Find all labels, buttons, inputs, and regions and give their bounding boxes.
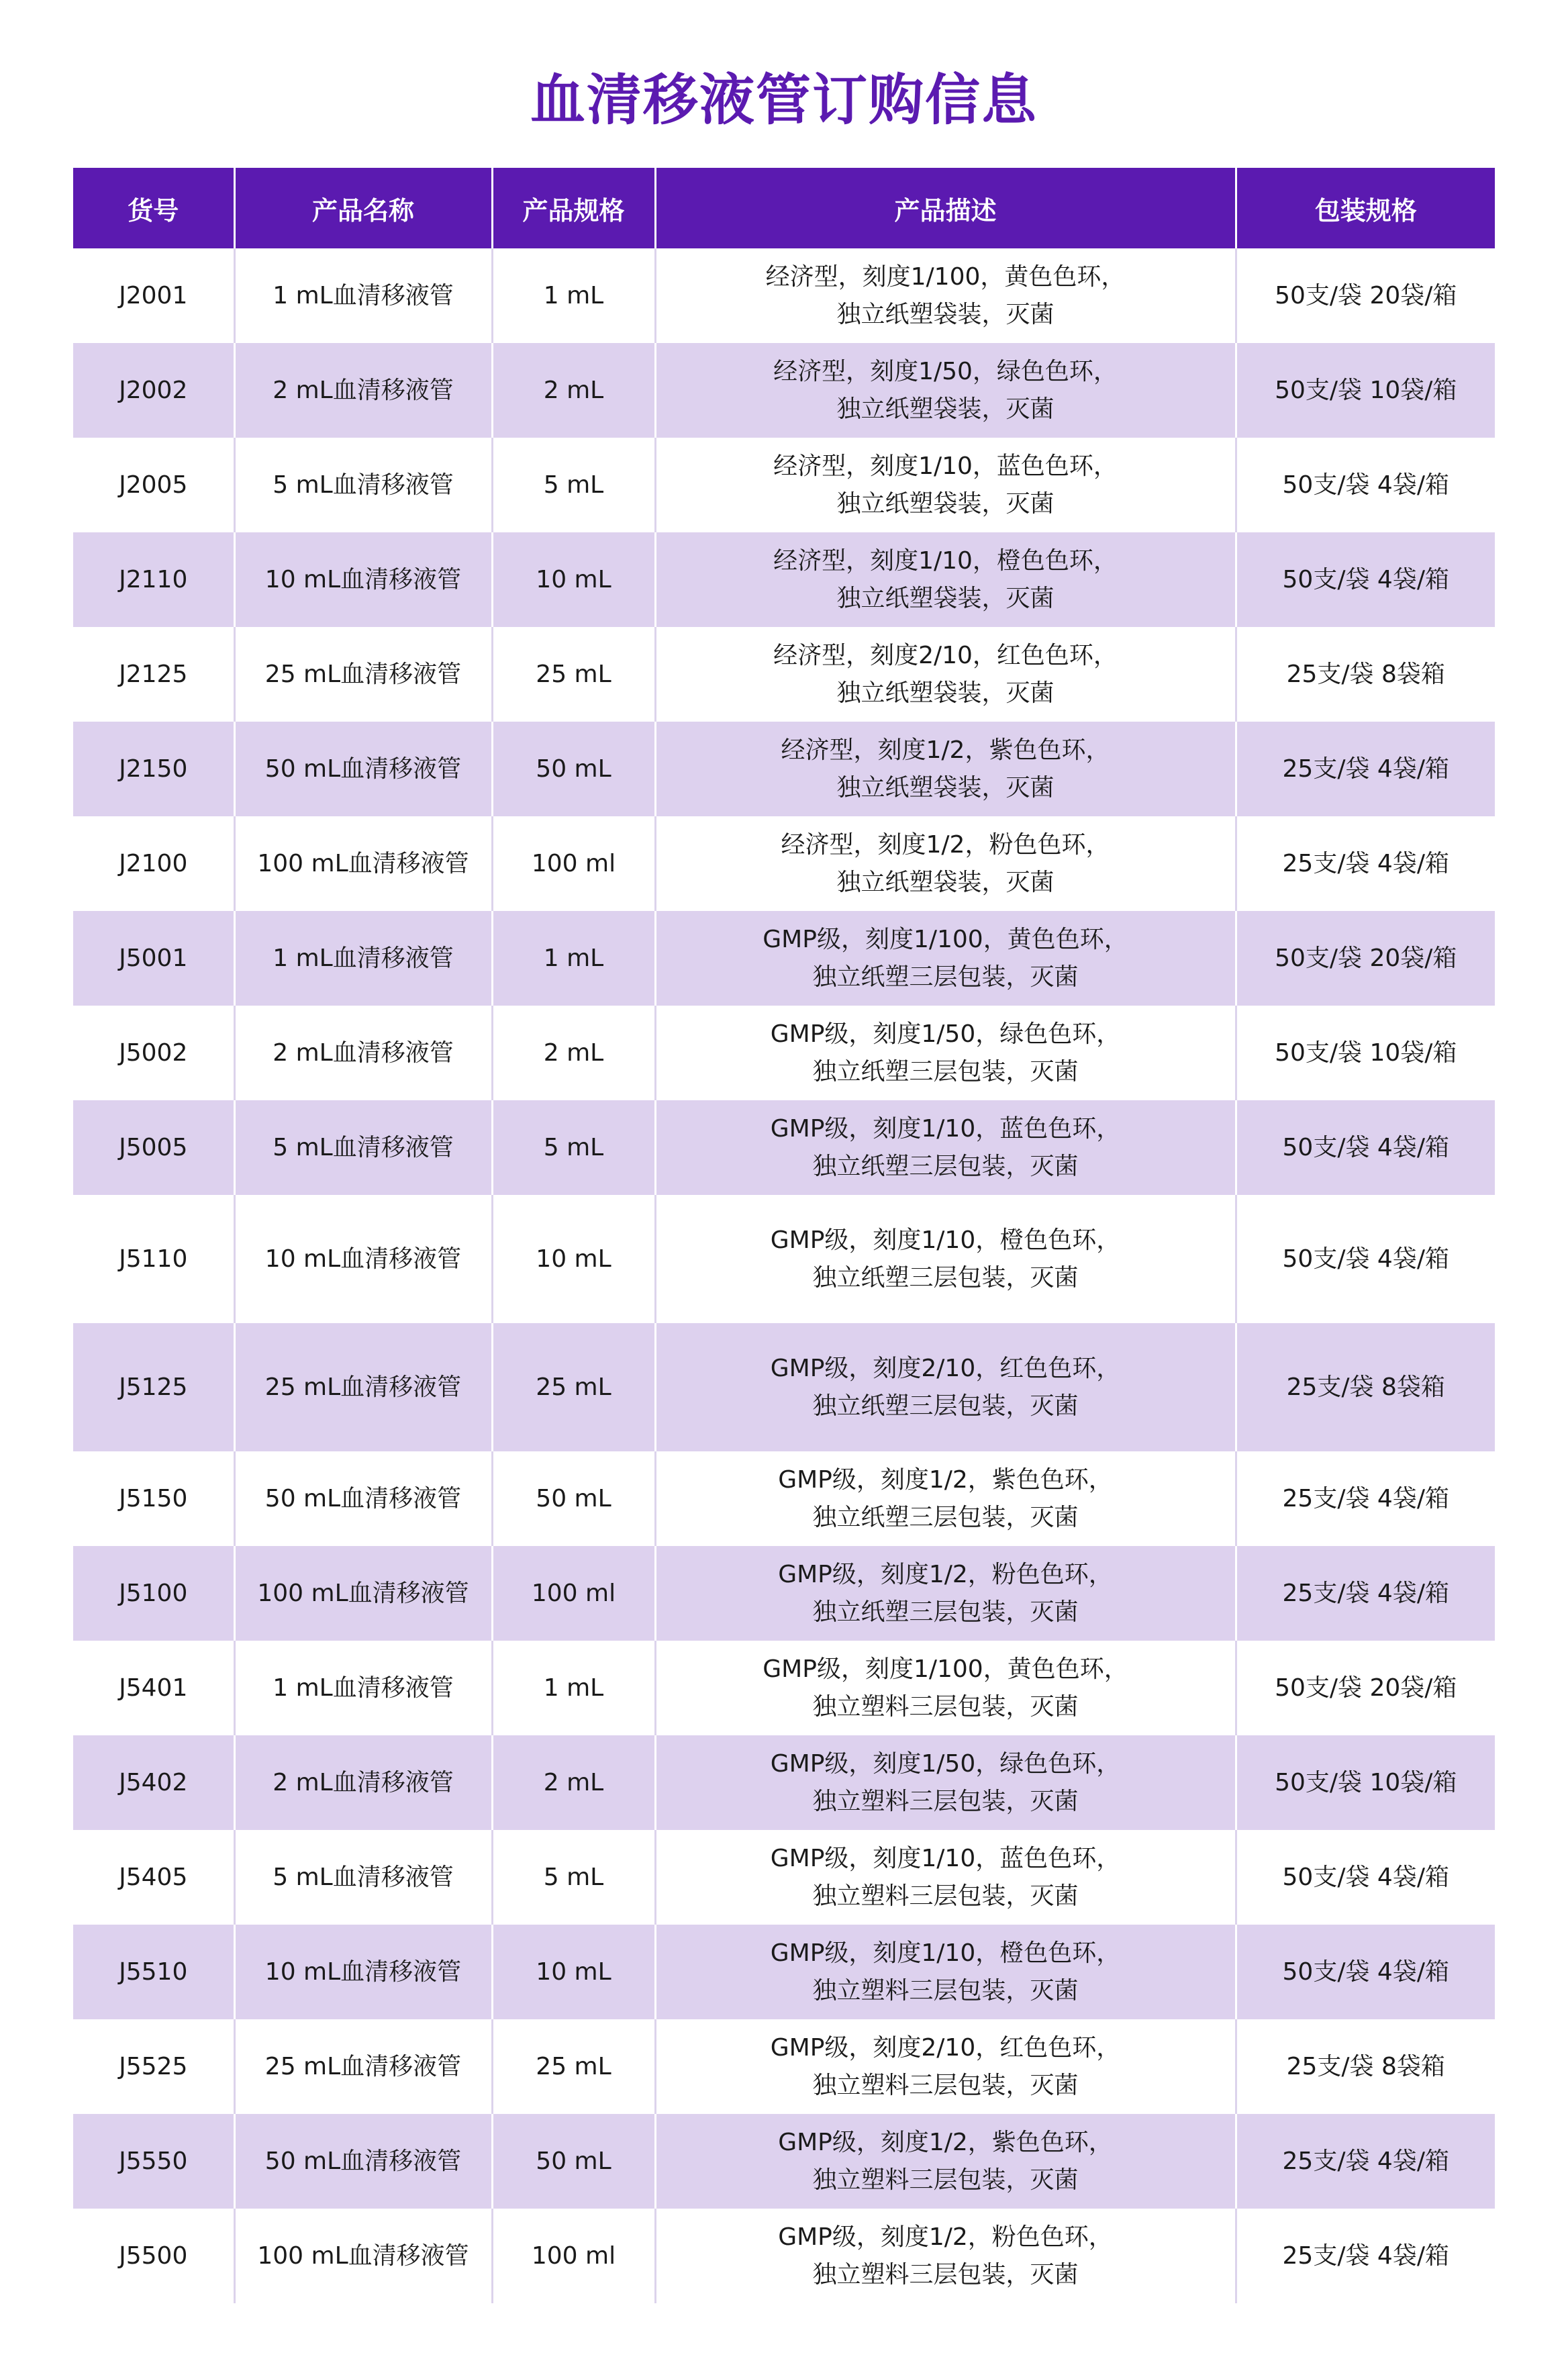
cell-desc bbox=[655, 1735, 1236, 1830]
desc-line-1: 经济型，刻度1/2，粉色色环， bbox=[781, 830, 1110, 859]
cell-name: 2 mL血清移液管 bbox=[234, 343, 492, 438]
cell-code: J5402 bbox=[73, 1735, 234, 1830]
cell-spec: 5 mL bbox=[492, 438, 655, 532]
table-row bbox=[73, 1735, 1495, 1830]
cell-pack: 50支/袋 4袋/箱 bbox=[1236, 532, 1495, 627]
header-desc: 产品描述 bbox=[655, 168, 1236, 248]
desc-line-2: 独立纸塑三层包装，灭菌 bbox=[812, 1057, 1079, 1086]
cell-spec: 25 mL bbox=[492, 1323, 655, 1451]
cell-pack: 50支/袋 20袋/箱 bbox=[1236, 1641, 1495, 1735]
cell-pack: 50支/袋 4袋/箱 bbox=[1236, 438, 1495, 532]
cell-desc bbox=[655, 2114, 1236, 2209]
table-row bbox=[73, 816, 1495, 911]
table-header-row bbox=[73, 168, 1495, 248]
cell-spec: 100 ml bbox=[492, 1546, 655, 1641]
cell-code: J2150 bbox=[73, 722, 234, 816]
cell-code: J2110 bbox=[73, 532, 234, 627]
cell-code: J5401 bbox=[73, 1641, 234, 1735]
cell-pack: 25支/袋 8袋箱 bbox=[1236, 627, 1495, 722]
desc-line-1: GMP级，刻度1/10，橙色色环， bbox=[770, 1226, 1121, 1254]
cell-code: J5001 bbox=[73, 911, 234, 1006]
cell-name: 5 mL血清移液管 bbox=[234, 1830, 492, 1925]
desc-line-2: 独立塑料三层包装，灭菌 bbox=[812, 1976, 1079, 2005]
desc-line-1: 经济型，刻度1/10，蓝色色环， bbox=[773, 452, 1118, 480]
desc-line-1: GMP级，刻度2/10，红色色环， bbox=[770, 1354, 1121, 1382]
desc-line-2: 独立纸塑袋装，灭菌 bbox=[836, 773, 1055, 802]
cell-code: J2005 bbox=[73, 438, 234, 532]
cell-desc bbox=[655, 722, 1236, 816]
desc-line-1: GMP级，刻度1/100，黄色色环， bbox=[763, 1655, 1128, 1683]
desc-line-2: 独立纸塑三层包装，灭菌 bbox=[812, 1598, 1079, 1626]
cell-code: J5100 bbox=[73, 1546, 234, 1641]
desc-line-2: 独立纸塑袋装，灭菌 bbox=[836, 868, 1055, 896]
desc-line-1: 经济型，刻度1/100，黄色色环， bbox=[765, 262, 1126, 291]
cell-spec: 2 mL bbox=[492, 1735, 655, 1830]
cell-code: J2002 bbox=[73, 343, 234, 438]
desc-line-2: 独立塑料三层包装，灭菌 bbox=[812, 1882, 1079, 1910]
cell-desc bbox=[655, 1195, 1236, 1323]
cell-spec: 10 mL bbox=[492, 1195, 655, 1323]
cell-pack: 50支/袋 10袋/箱 bbox=[1236, 343, 1495, 438]
desc-line-1: 经济型，刻度2/10，红色色环， bbox=[773, 641, 1118, 669]
cell-code: J2125 bbox=[73, 627, 234, 722]
desc-line-1: GMP级，刻度1/2，粉色色环， bbox=[778, 2223, 1113, 2251]
desc-line-1: GMP级，刻度1/10，橙色色环， bbox=[770, 1939, 1121, 1967]
header-pack: 包装规格 bbox=[1236, 168, 1495, 248]
cell-desc bbox=[655, 2019, 1236, 2114]
desc-line-2: 独立纸塑三层包装，灭菌 bbox=[812, 1263, 1079, 1292]
cell-name: 5 mL血清移液管 bbox=[234, 438, 492, 532]
desc-line-2: 独立纸塑袋装，灭菌 bbox=[836, 395, 1055, 423]
table-row bbox=[73, 343, 1495, 438]
header-name: 产品名称 bbox=[234, 168, 492, 248]
cell-pack: 50支/袋 4袋/箱 bbox=[1236, 1830, 1495, 1925]
cell-name: 10 mL血清移液管 bbox=[234, 532, 492, 627]
cell-pack: 50支/袋 20袋/箱 bbox=[1236, 911, 1495, 1006]
cell-desc bbox=[655, 1451, 1236, 1546]
desc-line-2: 独立纸塑袋装，灭菌 bbox=[836, 489, 1055, 518]
desc-line-2: 独立塑料三层包装，灭菌 bbox=[812, 2071, 1079, 2099]
cell-spec: 100 ml bbox=[492, 816, 655, 911]
desc-line-2: 独立塑料三层包装，灭菌 bbox=[812, 2260, 1079, 2288]
desc-line-1: GMP级，刻度1/10，蓝色色环， bbox=[770, 1114, 1121, 1143]
table-row bbox=[73, 1641, 1495, 1735]
desc-line-1: GMP级，刻度2/10，红色色环， bbox=[770, 2033, 1121, 2062]
cell-name: 2 mL血清移液管 bbox=[234, 1006, 492, 1100]
cell-spec: 2 mL bbox=[492, 1006, 655, 1100]
cell-code: J5550 bbox=[73, 2114, 234, 2209]
cell-spec: 100 ml bbox=[492, 2209, 655, 2303]
cell-name: 50 mL血清移液管 bbox=[234, 722, 492, 816]
cell-pack: 25支/袋 4袋/箱 bbox=[1236, 2209, 1495, 2303]
desc-line-2: 独立纸塑袋装，灭菌 bbox=[836, 584, 1055, 612]
cell-pack: 25支/袋 4袋/箱 bbox=[1236, 722, 1495, 816]
cell-code: J5500 bbox=[73, 2209, 234, 2303]
table-row bbox=[73, 1830, 1495, 1925]
cell-spec: 50 mL bbox=[492, 1451, 655, 1546]
cell-code: J5525 bbox=[73, 2019, 234, 2114]
cell-spec: 10 mL bbox=[492, 532, 655, 627]
table-row bbox=[73, 2019, 1495, 2114]
cell-name: 25 mL血清移液管 bbox=[234, 1323, 492, 1451]
cell-name: 50 mL血清移液管 bbox=[234, 2114, 492, 2209]
cell-code: J5405 bbox=[73, 1830, 234, 1925]
cell-desc bbox=[655, 1830, 1236, 1925]
desc-line-1: GMP级，刻度1/2，粉色色环， bbox=[778, 1560, 1113, 1588]
cell-pack: 50支/袋 4袋/箱 bbox=[1236, 1925, 1495, 2019]
cell-spec: 25 mL bbox=[492, 2019, 655, 2114]
desc-line-1: GMP级，刻度1/2，紫色色环， bbox=[778, 2128, 1113, 2156]
cell-pack: 50支/袋 4袋/箱 bbox=[1236, 1195, 1495, 1323]
desc-line-1: 经济型，刻度1/10，橙色色环， bbox=[773, 546, 1118, 575]
cell-name: 100 mL血清移液管 bbox=[234, 1546, 492, 1641]
desc-line-1: GMP级，刻度1/50，绿色色环， bbox=[770, 1749, 1121, 1778]
cell-code: J2100 bbox=[73, 816, 234, 911]
cell-pack: 25支/袋 4袋/箱 bbox=[1236, 1546, 1495, 1641]
table-row bbox=[73, 1100, 1495, 1195]
table-row bbox=[73, 722, 1495, 816]
cell-code: J5510 bbox=[73, 1925, 234, 2019]
cell-code: J5125 bbox=[73, 1323, 234, 1451]
cell-pack: 25支/袋 4袋/箱 bbox=[1236, 2114, 1495, 2209]
cell-spec: 5 mL bbox=[492, 1830, 655, 1925]
cell-spec: 5 mL bbox=[492, 1100, 655, 1195]
cell-desc bbox=[655, 1546, 1236, 1641]
table-row bbox=[73, 1195, 1495, 1323]
cell-name: 100 mL血清移液管 bbox=[234, 2209, 492, 2303]
cell-code: J5110 bbox=[73, 1195, 234, 1323]
cell-name: 1 mL血清移液管 bbox=[234, 1641, 492, 1735]
table-row bbox=[73, 911, 1495, 1006]
cell-spec: 2 mL bbox=[492, 343, 655, 438]
cell-desc bbox=[655, 627, 1236, 722]
cell-pack: 25支/袋 4袋/箱 bbox=[1236, 816, 1495, 911]
desc-line-2: 独立纸塑袋装，灭菌 bbox=[836, 300, 1055, 328]
cell-name: 25 mL血清移液管 bbox=[234, 2019, 492, 2114]
desc-line-2: 独立塑料三层包装，灭菌 bbox=[812, 1692, 1079, 1721]
table-row bbox=[73, 2209, 1495, 2303]
table-row bbox=[73, 438, 1495, 532]
cell-desc bbox=[655, 343, 1236, 438]
cell-pack: 25支/袋 8袋箱 bbox=[1236, 1323, 1495, 1451]
cell-desc bbox=[655, 1100, 1236, 1195]
cell-name: 50 mL血清移液管 bbox=[234, 1451, 492, 1546]
table-row bbox=[73, 1451, 1495, 1546]
table-row bbox=[73, 1006, 1495, 1100]
desc-line-1: 经济型，刻度1/2，紫色色环， bbox=[781, 736, 1110, 764]
order-table bbox=[73, 168, 1495, 2303]
table-row bbox=[73, 2114, 1495, 2209]
cell-pack: 50支/袋 10袋/箱 bbox=[1236, 1735, 1495, 1830]
table-row bbox=[73, 532, 1495, 627]
cell-pack: 50支/袋 4袋/箱 bbox=[1236, 1100, 1495, 1195]
desc-line-2: 独立纸塑三层包装，灭菌 bbox=[812, 1503, 1079, 1531]
cell-name: 1 mL血清移液管 bbox=[234, 248, 492, 343]
cell-desc bbox=[655, 248, 1236, 343]
desc-line-2: 独立纸塑袋装，灭菌 bbox=[836, 679, 1055, 707]
cell-code: J5005 bbox=[73, 1100, 234, 1195]
cell-desc bbox=[655, 532, 1236, 627]
cell-spec: 1 mL bbox=[492, 1641, 655, 1735]
cell-spec: 10 mL bbox=[492, 1925, 655, 2019]
cell-pack: 25支/袋 8袋箱 bbox=[1236, 2019, 1495, 2114]
desc-line-2: 独立塑料三层包装，灭菌 bbox=[812, 1787, 1079, 1815]
cell-name: 10 mL血清移液管 bbox=[234, 1195, 492, 1323]
cell-desc bbox=[655, 911, 1236, 1006]
table-row bbox=[73, 248, 1495, 343]
cell-code: J5002 bbox=[73, 1006, 234, 1100]
desc-line-2: 独立塑料三层包装，灭菌 bbox=[812, 2166, 1079, 2194]
cell-name: 100 mL血清移液管 bbox=[234, 816, 492, 911]
cell-spec: 1 mL bbox=[492, 248, 655, 343]
cell-pack: 50支/袋 10袋/箱 bbox=[1236, 1006, 1495, 1100]
desc-line-1: GMP级，刻度1/50，绿色色环， bbox=[770, 1020, 1121, 1048]
table-row bbox=[73, 1546, 1495, 1641]
cell-desc bbox=[655, 438, 1236, 532]
desc-line-2: 独立纸塑三层包装，灭菌 bbox=[812, 963, 1079, 991]
cell-code: J2001 bbox=[73, 248, 234, 343]
cell-spec: 1 mL bbox=[492, 911, 655, 1006]
table-row bbox=[73, 1925, 1495, 2019]
cell-pack: 25支/袋 4袋/箱 bbox=[1236, 1451, 1495, 1546]
cell-name: 10 mL血清移液管 bbox=[234, 1925, 492, 2019]
cell-code: J5150 bbox=[73, 1451, 234, 1546]
cell-name: 5 mL血清移液管 bbox=[234, 1100, 492, 1195]
desc-line-2: 独立纸塑三层包装，灭菌 bbox=[812, 1152, 1079, 1180]
header-spec: 产品规格 bbox=[492, 168, 655, 248]
cell-name: 2 mL血清移液管 bbox=[234, 1735, 492, 1830]
table-row bbox=[73, 1323, 1495, 1451]
cell-desc bbox=[655, 1323, 1236, 1451]
table-row bbox=[73, 627, 1495, 722]
desc-line-1: GMP级，刻度1/10，蓝色色环， bbox=[770, 1844, 1121, 1872]
cell-name: 1 mL血清移液管 bbox=[234, 911, 492, 1006]
header-code: 货号 bbox=[73, 168, 234, 248]
page-title: 血清移液管订购信息 bbox=[530, 68, 1038, 132]
desc-line-2: 独立纸塑三层包装，灭菌 bbox=[812, 1392, 1079, 1420]
desc-line-1: GMP级，刻度1/100，黄色色环， bbox=[763, 925, 1128, 953]
cell-desc bbox=[655, 1641, 1236, 1735]
cell-desc bbox=[655, 816, 1236, 911]
cell-spec: 50 mL bbox=[492, 722, 655, 816]
cell-desc bbox=[655, 1925, 1236, 2019]
cell-spec: 25 mL bbox=[492, 627, 655, 722]
cell-desc bbox=[655, 1006, 1236, 1100]
cell-spec: 50 mL bbox=[492, 2114, 655, 2209]
desc-line-1: 经济型，刻度1/50，绿色色环， bbox=[773, 357, 1118, 385]
desc-line-1: GMP级，刻度1/2，紫色色环， bbox=[778, 1465, 1113, 1494]
cell-pack: 50支/袋 20袋/箱 bbox=[1236, 248, 1495, 343]
cell-desc bbox=[655, 2209, 1236, 2303]
cell-name: 25 mL血清移液管 bbox=[234, 627, 492, 722]
